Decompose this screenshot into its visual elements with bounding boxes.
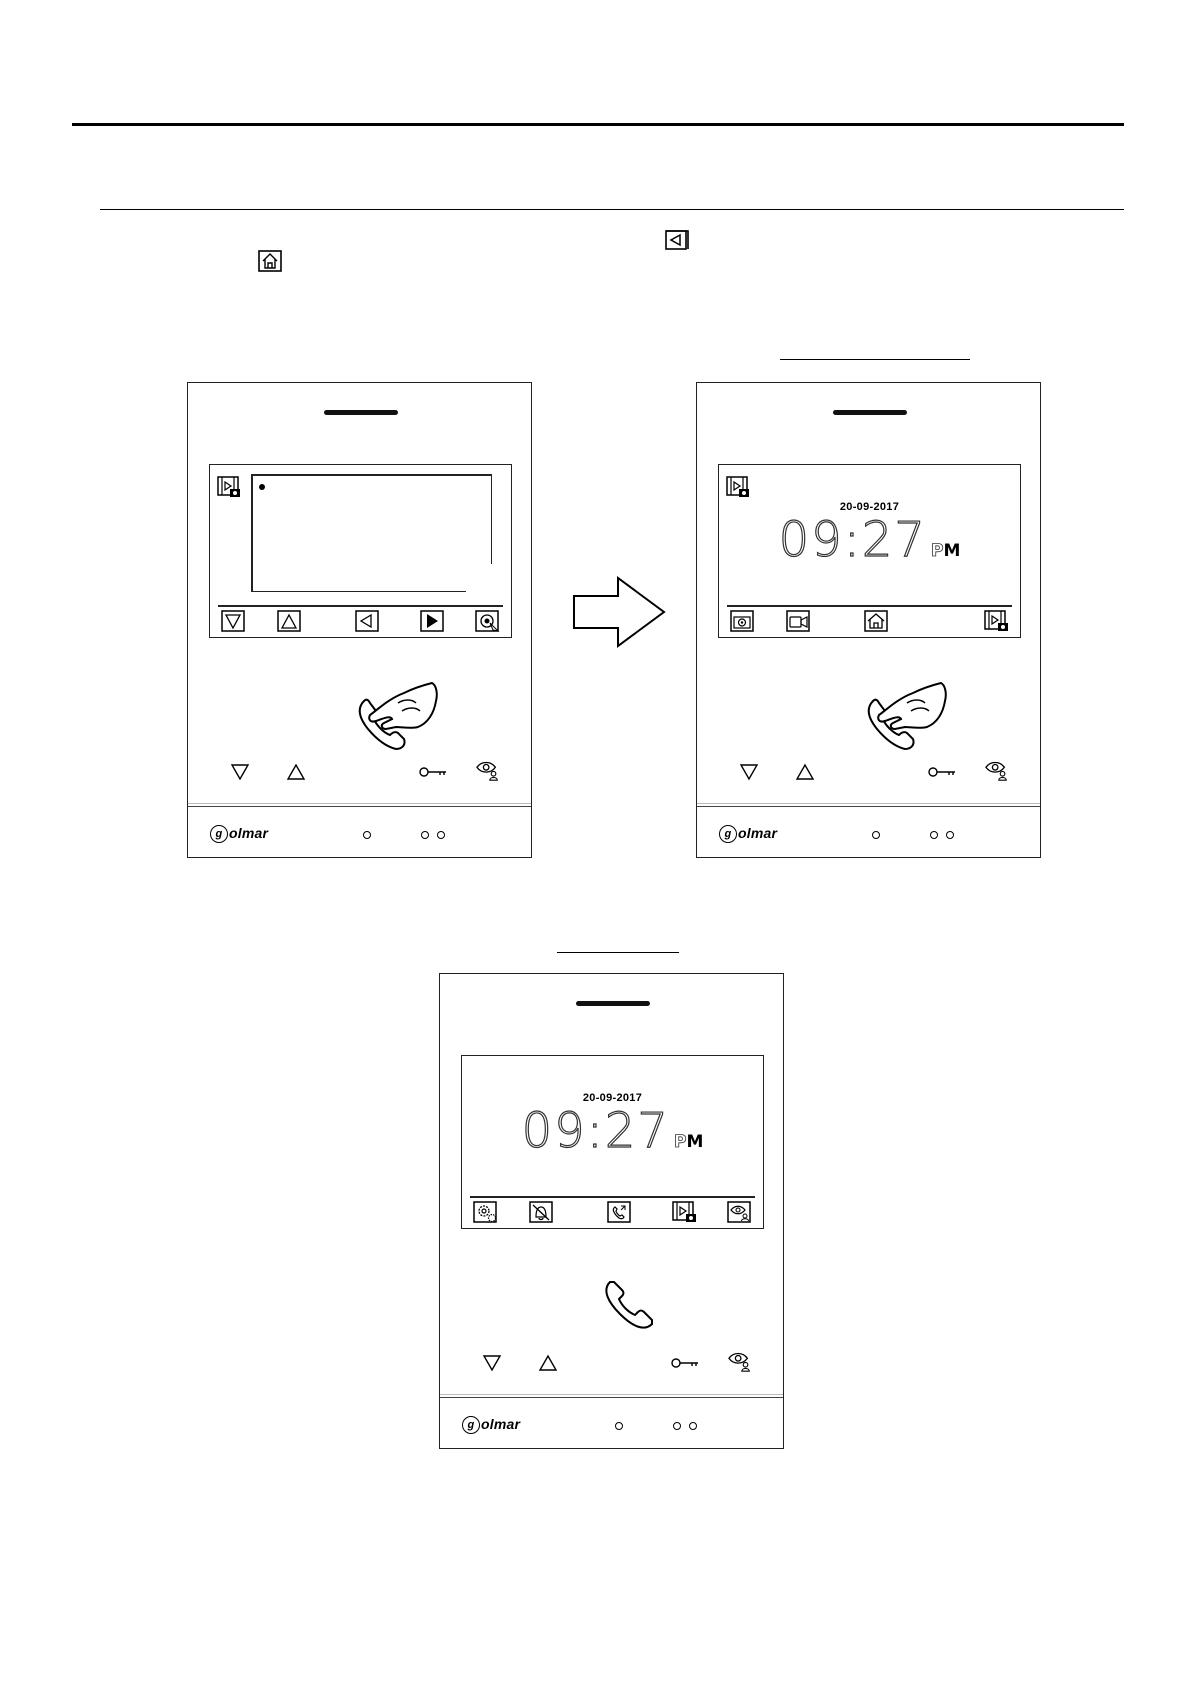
home-icon xyxy=(257,248,285,274)
screen-toolbar-divider xyxy=(470,1196,755,1198)
status-led xyxy=(421,831,429,839)
home-icon[interactable] xyxy=(863,609,891,633)
monitor-bottom xyxy=(439,973,784,1449)
status-led xyxy=(363,831,371,839)
down-button-icon[interactable] xyxy=(737,759,761,783)
play-icon[interactable] xyxy=(419,609,447,633)
file-list-area[interactable] xyxy=(251,474,492,592)
monitor-screen xyxy=(461,1055,764,1229)
video-icon[interactable] xyxy=(785,609,813,633)
call-transfer-icon[interactable] xyxy=(606,1200,634,1224)
brand-logo: g olmar xyxy=(210,825,268,843)
brand-logo: g olmar xyxy=(462,1416,520,1434)
key-icon[interactable] xyxy=(670,1350,700,1374)
up-icon[interactable] xyxy=(276,609,304,633)
period-m: M xyxy=(686,1132,704,1152)
monitor-icon[interactable] xyxy=(983,759,1011,783)
date-display: 20-09-2017 xyxy=(839,501,900,513)
back-icon xyxy=(664,228,692,254)
clock-display xyxy=(462,1103,763,1159)
clock-display xyxy=(719,512,1020,568)
monitor-screen xyxy=(718,464,1021,638)
monitor-icon[interactable] xyxy=(726,1200,754,1224)
hand-press-handset-icon xyxy=(346,673,446,769)
period-m: M xyxy=(943,541,961,561)
heading-underline xyxy=(557,952,679,953)
period-p: P xyxy=(673,1132,687,1152)
media-icon[interactable] xyxy=(671,1200,699,1224)
down-button-icon[interactable] xyxy=(228,759,252,783)
touch-select-icon[interactable] xyxy=(474,609,502,633)
monitor-right xyxy=(696,382,1041,858)
status-led xyxy=(930,831,938,839)
media-icon xyxy=(725,475,751,499)
speaker-grille xyxy=(833,410,907,415)
status-led xyxy=(437,831,445,839)
heading-underline xyxy=(780,359,970,360)
media-icon[interactable] xyxy=(983,609,1011,633)
header-rule xyxy=(72,123,1124,126)
transition-arrow-icon xyxy=(572,576,666,648)
time-digits: 09:27 xyxy=(778,512,927,568)
time-digits: 09:27 xyxy=(521,1103,670,1159)
up-button-icon[interactable] xyxy=(793,759,817,783)
screen-toolbar-divider xyxy=(727,605,1012,607)
status-led xyxy=(615,1422,623,1430)
settings-icon[interactable] xyxy=(472,1200,500,1224)
section-rule xyxy=(100,209,1124,210)
up-button-icon[interactable] xyxy=(284,759,308,783)
date-display: 20-09-2017 xyxy=(582,1092,643,1104)
down-button-icon[interactable] xyxy=(480,1350,504,1374)
handset-icon xyxy=(600,1274,660,1334)
divider xyxy=(440,1394,783,1395)
mute-icon[interactable] xyxy=(528,1200,556,1224)
monitor-screen xyxy=(209,464,512,638)
monitor-icon[interactable] xyxy=(474,759,502,783)
divider xyxy=(697,803,1040,804)
status-led xyxy=(872,831,880,839)
divider xyxy=(188,806,531,807)
divider xyxy=(697,806,1040,807)
monitor-icon[interactable] xyxy=(726,1350,754,1374)
back-icon[interactable] xyxy=(354,609,382,633)
speaker-grille xyxy=(324,410,398,415)
down-icon[interactable] xyxy=(220,609,248,633)
status-led xyxy=(946,831,954,839)
screen-toolbar-divider xyxy=(218,605,503,607)
media-icon xyxy=(216,475,242,499)
speaker-grille xyxy=(576,1001,650,1006)
status-led xyxy=(673,1422,681,1430)
camera-icon[interactable] xyxy=(729,609,757,633)
key-icon[interactable] xyxy=(927,759,957,783)
key-icon[interactable] xyxy=(418,759,448,783)
up-button-icon[interactable] xyxy=(536,1350,560,1374)
divider xyxy=(188,803,531,804)
monitor-left xyxy=(187,382,532,858)
hand-press-handset-icon xyxy=(855,673,955,769)
divider xyxy=(440,1397,783,1398)
status-led xyxy=(689,1422,697,1430)
period-p: P xyxy=(930,541,944,561)
brand-logo: g olmar xyxy=(719,825,777,843)
